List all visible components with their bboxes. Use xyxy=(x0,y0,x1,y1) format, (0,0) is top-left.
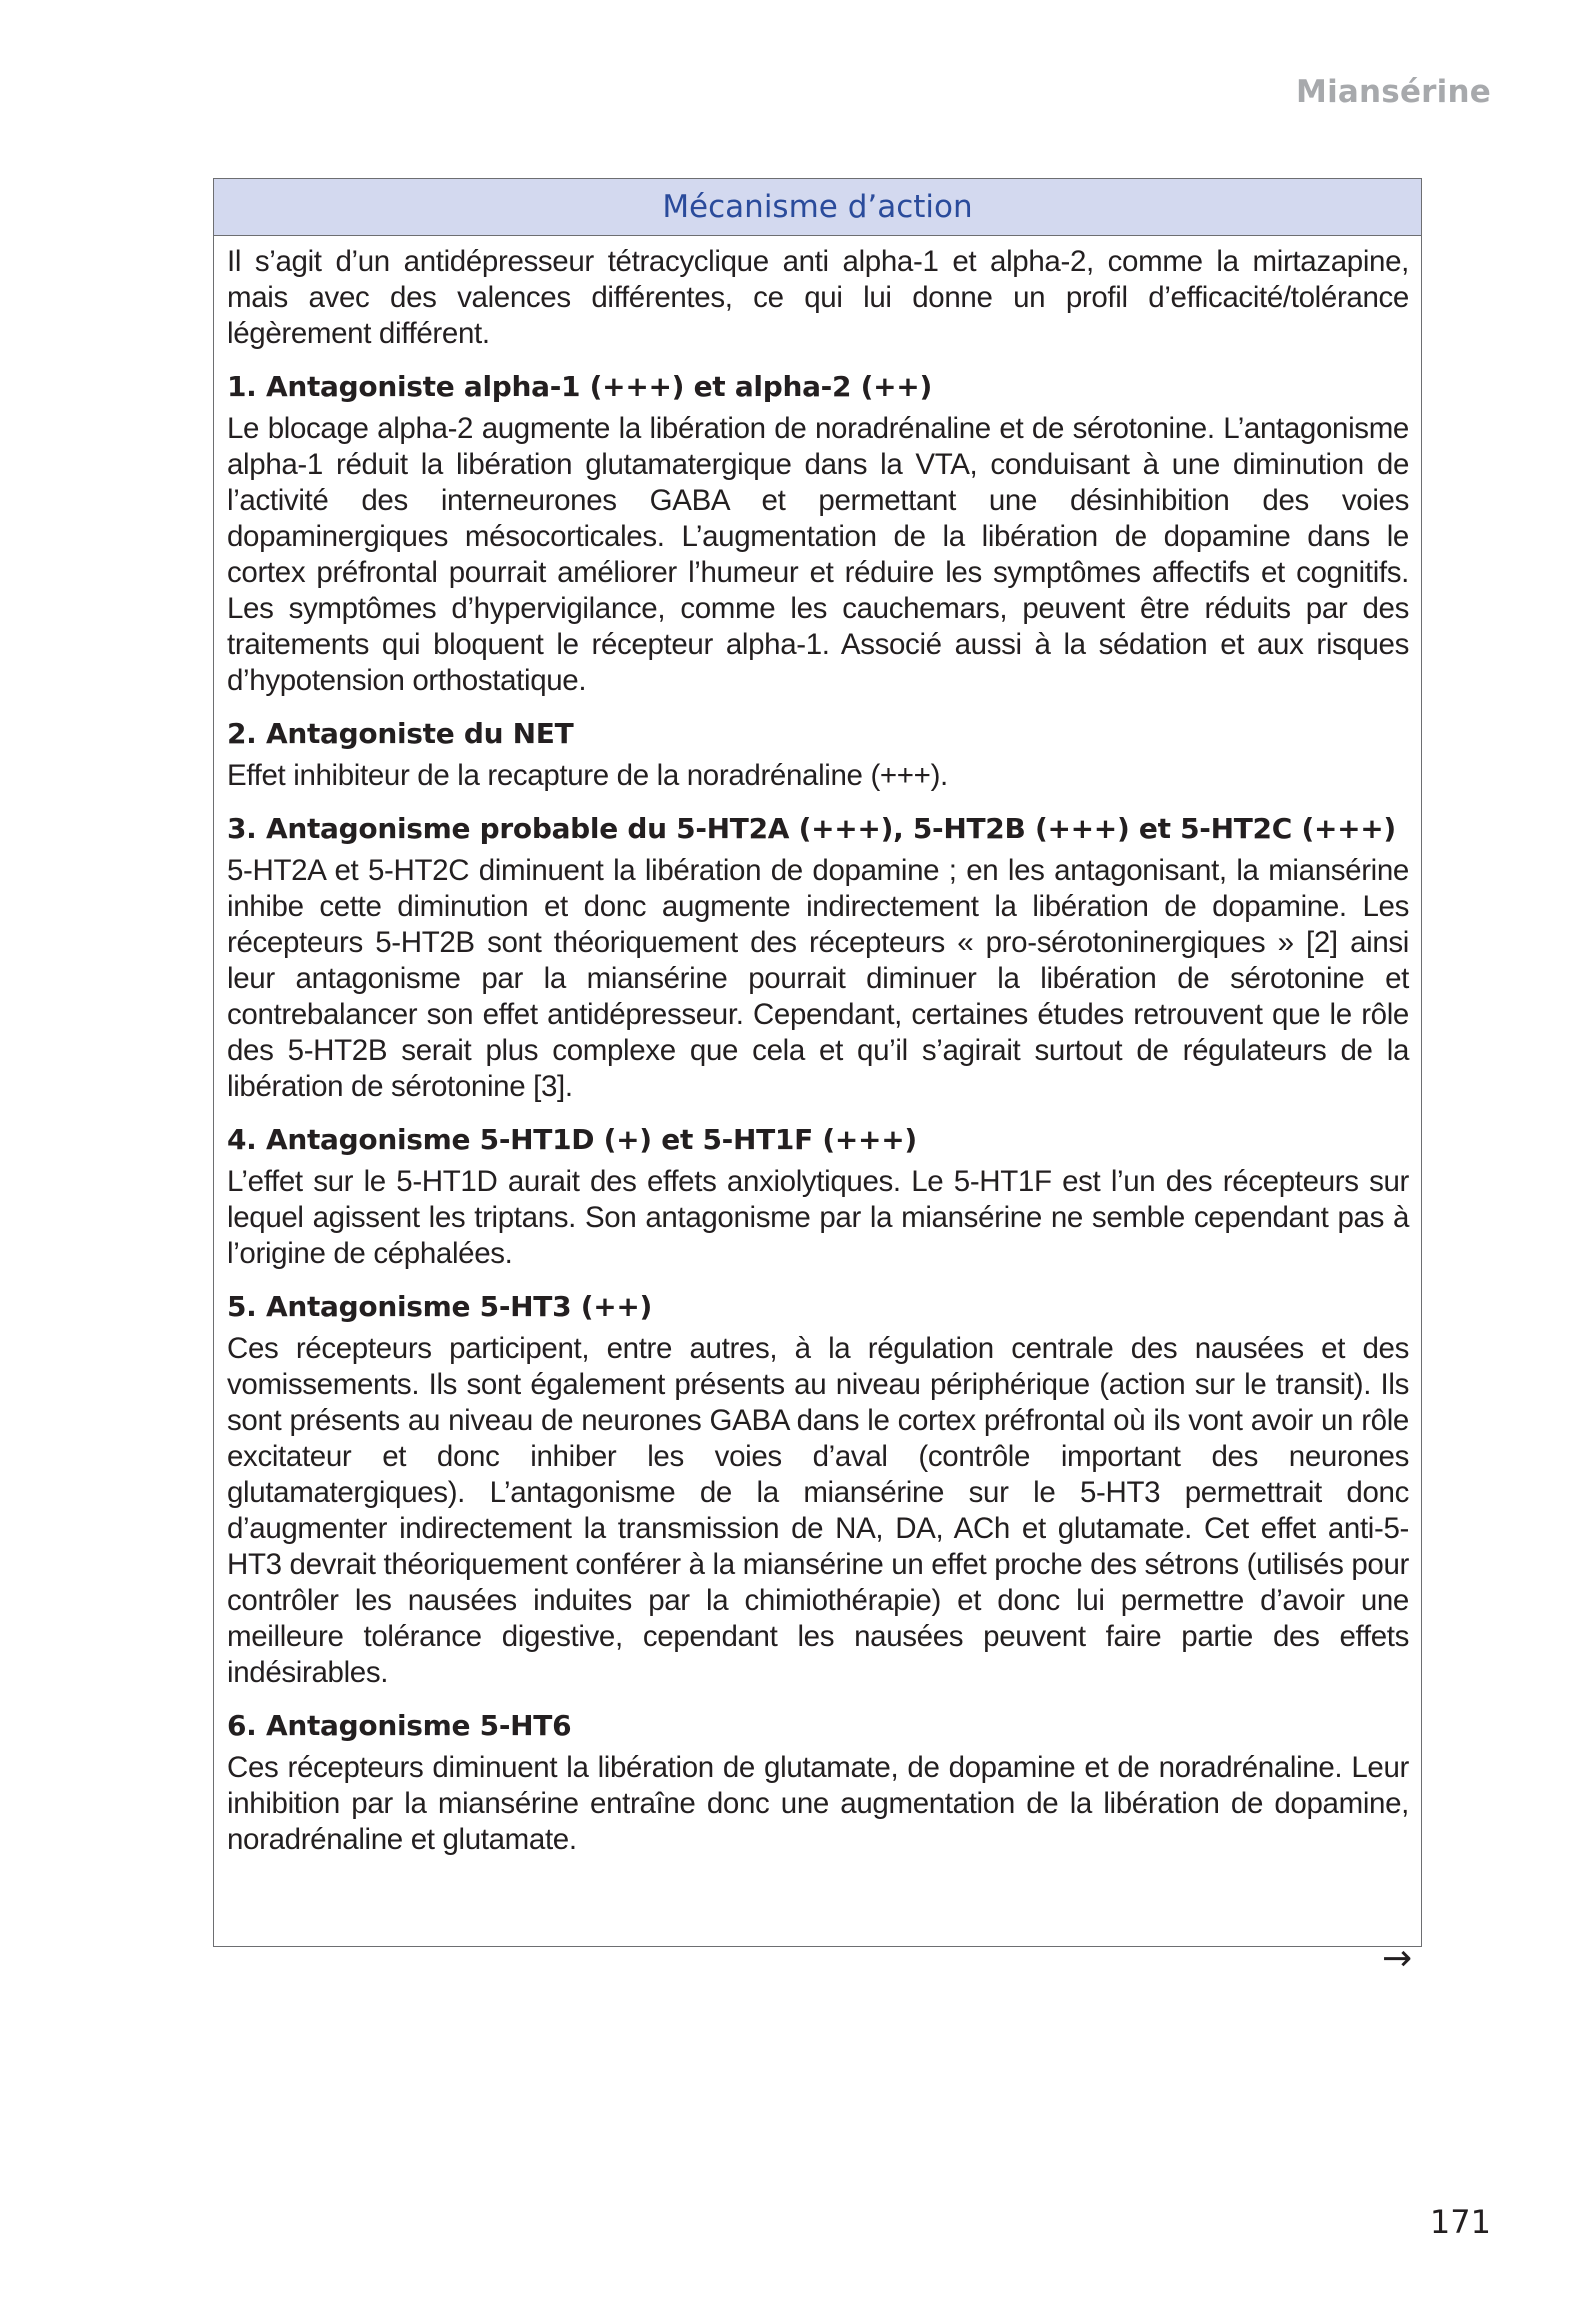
section-6 xyxy=(227,1706,1409,1858)
section-text: Le blocage alpha-2 augmente la libération de noradrénaline et de sérotonine. L’antagonisme alpha-1 réduit la libération glutamatergique dans la VTA, conduisant à une diminution de l’activité des interneurones GABA et permettant une désinhibition des voies dopaminergiques mésocorticales. L’augmentation de la libération de dopamine dans le cortex préfrontal pourrait améliorer l’humeur et réduire les symptômes affectifs et cognitifs. Les symptômes d’hypervigilance, comme les cauchemars, peuvent être réduits par des traitements qui bloquent le récepteur alpha-1. Associé aussi à la sédation et aux risques d’hypotension orthostatique. xyxy=(227,412,1409,697)
box-body xyxy=(214,244,1421,1858)
section-text: L’effet sur le 5-HT1D aurait des effets anxiolytiques. Le 5-HT1F est l’un des récepteurs sur lequel agissent les triptans. Son antagonisme par la miansérine ne semble cependant pas à l’origine de céphalées. xyxy=(227,1165,1409,1270)
continuation-arrow-icon: → xyxy=(1382,1938,1413,1979)
section-text: Ces récepteurs diminuent la libération de glutamate, de dopamine et de noradrénaline. Leur inhibition par la miansérine entraîne donc une augmentation de la libération de dopamine, noradrénaline et glutamate. xyxy=(227,1751,1409,1856)
page-number: 171 xyxy=(1429,2203,1491,2241)
section-heading: 4. Antagonisme 5-HT1D (+) et 5-HT1F (+++) xyxy=(227,1123,917,1156)
section-heading: 6. Antagonisme 5-HT6 xyxy=(227,1709,572,1742)
section-heading: 5. Antagonisme 5-HT3 (++) xyxy=(227,1290,653,1323)
intro-paragraph: Il s’agit d’un antidépresseur tétracyclique anti alpha-1 et alpha-2, comme la mirtazapine, mais avec des valences différentes, ce qui lui donne un profil d’efficacité/tolérance légèrement différent. xyxy=(227,245,1409,350)
section-2 xyxy=(227,714,1409,794)
section-text: Effet inhibiteur de la recapture de la noradrénaline (+++). xyxy=(227,759,948,792)
section-1 xyxy=(227,367,1409,699)
section-text: Ces récepteurs participent, entre autres, à la régulation centrale des nausées et des vomissements. Ils sont également présents au niveau périphérique (action sur le transit). Ils sont présents au niveau de neurones GABA dans le cortex préfrontal où ils vont avoir un rôle excitateur et donc inhiber les voies d’aval (contrôle important des neurones glutamatergiques). L’antagonisme de la miansérine sur le 5-HT3 permettrait donc d’augmenter indirectement la transmission de NA, DA, ACh et glutamate. Cet effet anti-5-HT3 devrait théoriquement conférer à la miansérine un effet proche des sétrons (utilisés pour contrôler les nausées induites par la chimiothérapie) et donc lui permettre d’avoir une meilleure tolérance digestive, cependant les nausées peuvent faire partie des effets indésirables. xyxy=(227,1332,1409,1689)
mechanism-box xyxy=(213,178,1422,1947)
running-head: Miansérine xyxy=(1296,74,1491,110)
section-5 xyxy=(227,1287,1409,1691)
section-heading: 3. Antagonisme probable du 5-HT2A (+++), 5-HT2B (+++) et 5-HT2C (+++) xyxy=(227,812,1396,845)
section-4 xyxy=(227,1120,1409,1272)
section-heading: 1. Antagoniste alpha-1 (+++) et alpha-2 (++) xyxy=(227,370,932,403)
section-heading: 2. Antagoniste du NET xyxy=(227,717,574,750)
section-text: 5-HT2A et 5-HT2C diminuent la libération de dopamine ; en les antagonisant, la miansérine inhibe cette diminution et donc augmente indirectement la libération de dopamine. Les récepteurs 5-HT2B sont théoriquement des récepteurs « pro-sérotoninergiques » [2] ainsi leur antagonisme par la miansérine pourrait diminuer la libération de sérotonine et contrebalancer son effet antidépresseur. Cependant, certaines études retrouvent que le rôle des 5-HT2B serait plus complexe que cela et qu’il s’agirait surtout de régulateurs de la libération de sérotonine [3]. xyxy=(227,854,1409,1103)
box-title: Mécanisme d’action xyxy=(214,179,1421,236)
section-3 xyxy=(227,809,1409,1105)
